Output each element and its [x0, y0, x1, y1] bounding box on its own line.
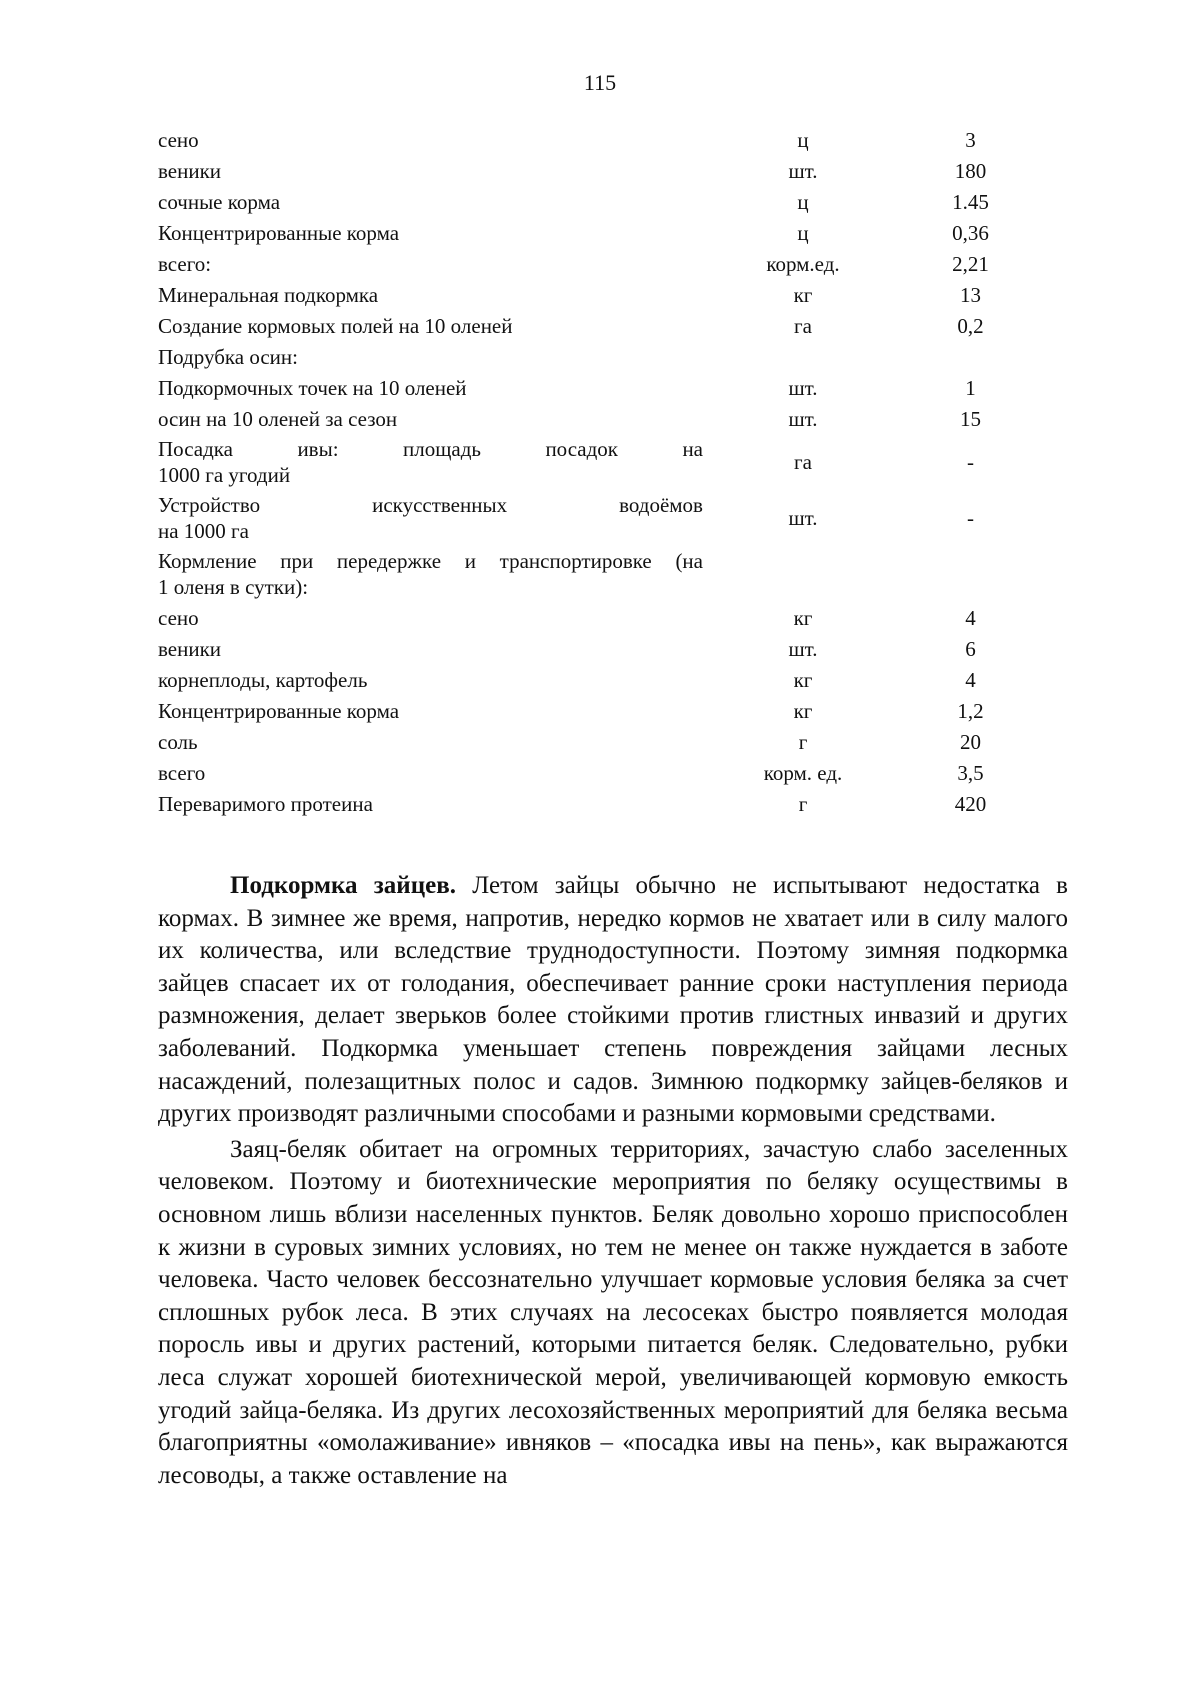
- row-name: Подкормочных точек на 10 оленей: [158, 375, 467, 400]
- row-unit: ц: [797, 127, 809, 152]
- word: при: [280, 549, 314, 573]
- row-name-line-2: на 1000 га: [158, 519, 249, 543]
- row-name: сено: [158, 127, 199, 152]
- row-unit: шт.: [788, 506, 818, 530]
- word: передержке: [336, 549, 442, 573]
- row-name: Концентрированные корма: [158, 220, 400, 245]
- row-unit: шт.: [788, 406, 818, 431]
- row-name: Переваримого протеина: [158, 791, 373, 816]
- row-name: [158, 436, 703, 488]
- row-name: Подрубка осин:: [158, 344, 298, 369]
- table-row: [158, 490, 1038, 546]
- table-row: [158, 403, 1038, 434]
- row-name: Концентрированные корма: [158, 698, 400, 723]
- table-row: [158, 546, 1038, 602]
- row-unit: га: [794, 450, 812, 474]
- row-value: -: [967, 450, 974, 474]
- row-value: 1,2: [957, 698, 984, 723]
- table-row: [158, 757, 1038, 788]
- paragraph-white-hare: Заяц-беляк обитает на огромных территориях, зачастую слабо заселенных человеком. Поэтому и биотехнические мероприятия по беляку осуществимы в основном лишь вблизи населенных пунктов. Беляк довольно хорошо приспособлен к жизни в суровых зимних условиях, но тем не менее он также нуждается в заботе человека. Часто человек бессознательно улучшает кормовые условия беляка за счет сплошных рубок леса. В этих случаях на лесосеках быстро появляется молодая поросль ивы и других растений, которыми питается беляк. Следовательно, рубки леса служат хорошей биотехнической мерой, увеличивающей кормовую емкость угодий зайца-беляка. Из других лесохозяйственных мероприятий для беляка весьма благоприятны «омолаживание» ивняков – «посадка ивы на пень», как выражаются лесоводы, а также оставление на: [158, 1135, 1068, 1489]
- word: Устройство: [158, 493, 261, 517]
- table-row: [158, 341, 1038, 372]
- row-name: сочные корма: [158, 189, 281, 214]
- row-unit: г: [798, 729, 808, 754]
- word: ивы:: [297, 437, 339, 461]
- word: на: [682, 437, 703, 461]
- row-name: корнеплоды, картофель: [158, 667, 368, 692]
- word: Посадка: [158, 437, 233, 461]
- table-row: [158, 726, 1038, 757]
- table-row: [158, 124, 1038, 155]
- row-value: 0,36: [952, 220, 989, 245]
- row-value: 13: [960, 282, 981, 307]
- word: и: [464, 549, 476, 573]
- row-unit: ц: [797, 220, 809, 245]
- table-row: [158, 664, 1038, 695]
- row-name: [158, 492, 703, 544]
- row-value: 3: [965, 127, 976, 152]
- table-row: [158, 602, 1038, 633]
- row-unit: корм. ед.: [763, 760, 843, 785]
- page-number: 115: [583, 70, 617, 95]
- row-value: 15: [960, 406, 981, 431]
- row-unit: ц: [797, 189, 809, 214]
- table-row: [158, 279, 1038, 310]
- row-value: 20: [960, 729, 981, 754]
- row-unit: кг: [793, 667, 813, 692]
- word: площадь: [403, 437, 481, 461]
- table-row: [158, 372, 1038, 403]
- row-name: Минеральная подкормка: [158, 282, 379, 307]
- row-unit: кг: [793, 605, 813, 630]
- table-row: [158, 695, 1038, 726]
- row-name-line-2: 1000 га угодий: [158, 463, 291, 487]
- row-value: 420: [954, 791, 987, 816]
- row-value: 3,5: [957, 760, 984, 785]
- table-row: [158, 310, 1038, 341]
- word: посадок: [545, 437, 618, 461]
- word: искусственных: [372, 493, 508, 517]
- row-name-line-1: [158, 548, 703, 574]
- table-row: [158, 633, 1038, 664]
- row-name: [158, 548, 703, 600]
- row-unit: га: [794, 313, 812, 338]
- row-name: всего: [158, 760, 206, 785]
- row-unit: шт.: [788, 158, 818, 183]
- row-value: 2,21: [952, 251, 989, 276]
- row-name-line-2: 1 оленя в сутки):: [158, 575, 309, 599]
- table-row: [158, 434, 1038, 490]
- paragraph-text: Летом зайцы обычно не испытывают недостатка в кормах. В зимнее же время, напротив, нередко кормов не хватает или в силу малого их количества, или вследствие труднодоступности. Поэтому зимняя подкормка зайцев спасает их от голодания, обеспечивает ранние сроки наступления периода размножения, делает зверьков более стойкими против глистных инвазий и других заболеваний. Подкормка уменьшает степень повреждения зайцами лесных насаждений, полезащитных полос и садов. Зимнюю подкормку зайцев-беляков и других производят различными способами и разными кормовыми средствами.: [158, 872, 1068, 1128]
- row-value: -: [967, 506, 974, 530]
- table-row: [158, 788, 1038, 819]
- row-unit: кг: [793, 698, 813, 723]
- table-row: [158, 217, 1038, 248]
- table-row: [158, 248, 1038, 279]
- row-value: 6: [965, 636, 976, 661]
- row-value: 4: [965, 667, 976, 692]
- row-value: 1: [965, 375, 976, 400]
- row-value: 4: [965, 605, 976, 630]
- row-name: сено: [158, 605, 199, 630]
- row-name: соль: [158, 729, 198, 754]
- row-name: всего:: [158, 251, 212, 276]
- row-name: веники: [158, 636, 222, 661]
- row-unit: г: [798, 791, 808, 816]
- row-value: 1.45: [952, 189, 989, 214]
- row-name: Создание кормовых полей на 10 оленей: [158, 313, 513, 338]
- table-row: [158, 155, 1038, 186]
- row-value: 180: [954, 158, 987, 183]
- row-name-line-1: [158, 492, 703, 518]
- word: Кормление: [158, 549, 257, 573]
- row-unit: шт.: [788, 375, 818, 400]
- word: (на: [675, 549, 703, 573]
- paragraph-heading: Подкормка зайцев.: [230, 872, 456, 899]
- body-text: [158, 870, 1068, 1495]
- row-name: веники: [158, 158, 222, 183]
- word: водоёмов: [619, 493, 703, 517]
- row-unit: корм.ед.: [766, 251, 840, 276]
- row-name: осин на 10 оленей за сезон: [158, 406, 398, 431]
- feed-norms-table: [158, 124, 1038, 819]
- table-row: [158, 186, 1038, 217]
- word: транспортировке: [499, 549, 652, 573]
- row-unit: шт.: [788, 636, 818, 661]
- row-value: 0,2: [957, 313, 984, 338]
- row-unit: кг: [793, 282, 813, 307]
- row-name-line-1: [158, 436, 703, 462]
- paragraph-hare-feeding: [158, 870, 1068, 1131]
